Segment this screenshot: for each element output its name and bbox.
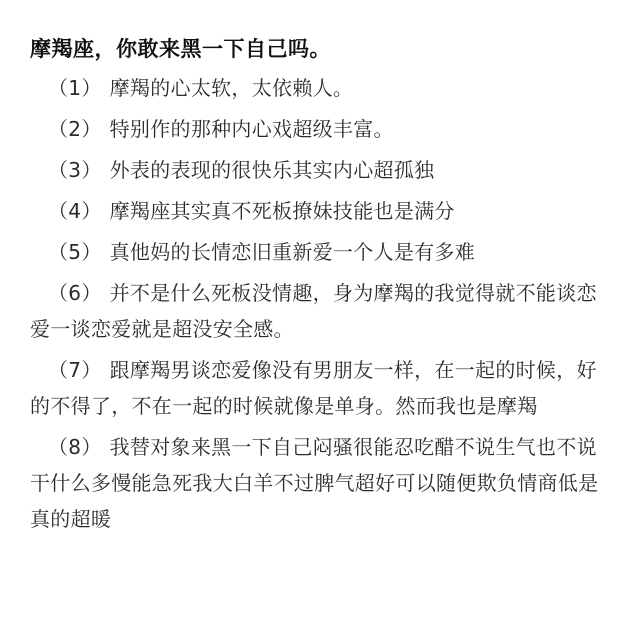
- list-item-2: [30, 111, 616, 147]
- list-item-7: [30, 352, 616, 424]
- list-item-1: [30, 70, 616, 106]
- item-number: （3）: [48, 158, 102, 182]
- item-number: （7）: [48, 358, 102, 382]
- item-number: （4）: [48, 199, 102, 223]
- item-number: （5）: [48, 240, 102, 264]
- list-item-5: [30, 234, 616, 270]
- list-item-4: [30, 193, 616, 229]
- item-text: 外表的表现的很快乐其实内心超孤独: [109, 158, 435, 182]
- list-item-3: [30, 152, 616, 188]
- item-number: （1）: [48, 76, 102, 100]
- item-text: 真他妈的长情恋旧重新爱一个人是有多难: [109, 240, 476, 264]
- item-text: 我替对象来黑一下自己闷骚很能忍吃醋不说生气也不说干什么多慢能急死我大白羊不过脾气超好可以随便欺负情商低是真的超暖: [30, 435, 599, 531]
- list-item-8: [30, 429, 616, 537]
- item-text: 摩羯座其实真不死板撩妹技能也是满分: [109, 199, 455, 223]
- item-text: 摩羯的心太软，太依赖人。: [109, 76, 354, 100]
- item-list: [30, 70, 616, 537]
- item-text: 并不是什么死板没情趣，身为摩羯的我觉得就不能谈恋爱一谈恋爱就是超没安全感。: [30, 281, 597, 341]
- item-number: （6）: [48, 281, 102, 305]
- page-title: 摩羯座，你敢来黑一下自己吗。: [30, 37, 331, 61]
- item-number: （2）: [48, 117, 102, 141]
- item-number: （8）: [48, 435, 102, 459]
- item-text: 特别作的那种内心戏超级丰富。: [109, 117, 394, 141]
- list-item-6: [30, 275, 616, 347]
- item-text: 跟摩羯男谈恋爱像没有男朋友一样，在一起的时候，好的不得了，不在一起的时候就像是单身。然而我也是摩羯: [30, 358, 597, 418]
